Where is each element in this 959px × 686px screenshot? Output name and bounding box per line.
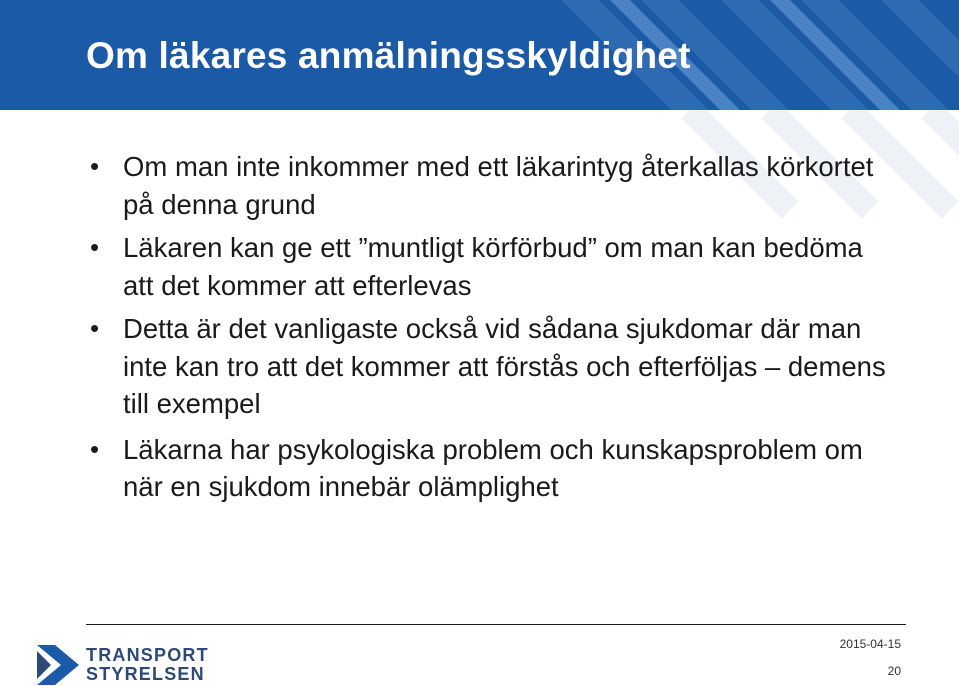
- slide-header: [0, 0, 959, 110]
- slide-date: 2015-04-15: [839, 637, 901, 651]
- logo-wordmark: [86, 646, 209, 684]
- bullet-item: • Läkarna har psykologiska problem och kunskapsproblem om när en sjukdom innebär olämplighet: [90, 431, 890, 506]
- bullet-item: • Läkaren kan ge ett ”muntligt körförbud” om man kan bedöma att det kommer att efterlevas: [90, 229, 890, 304]
- transportstyrelsen-logo-icon: [37, 645, 79, 685]
- bullet-item: • Detta är det vanligaste också vid sådana sjukdomar där man inte kan tro att det kommer att förstås och efterföljas – demens till exempel: [90, 310, 890, 423]
- page-number: 20: [887, 664, 901, 678]
- slide-title: Om läkares anmälningsskyldighet: [86, 35, 691, 76]
- logo-line-2: STYRELSEN: [86, 664, 205, 684]
- bullet-list: [90, 148, 890, 512]
- logo-line-1: TRANSPORT: [86, 645, 209, 665]
- footer-divider: [86, 624, 906, 625]
- bullet-item: • Om man inte inkommer med ett läkarintyg återkallas körkortet på denna grund: [90, 148, 890, 223]
